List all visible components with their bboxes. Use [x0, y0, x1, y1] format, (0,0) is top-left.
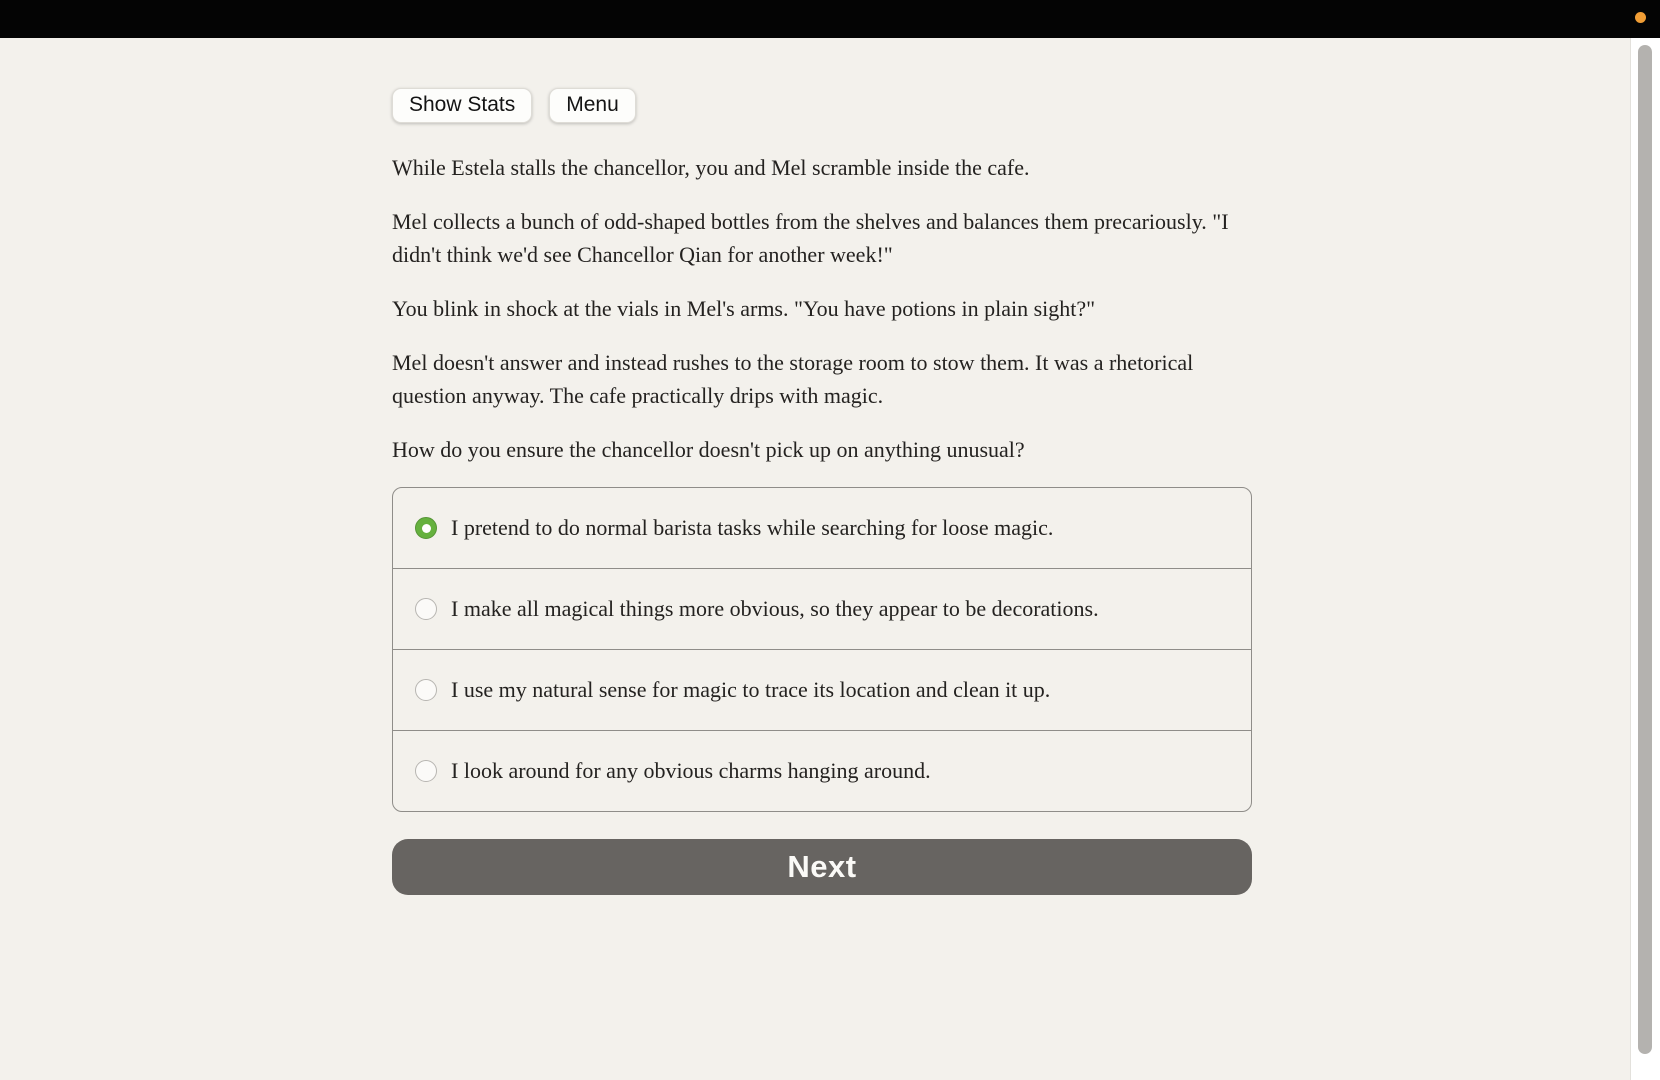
story-paragraph: Mel doesn't answer and instead rushes to the storage room to stow them. It was a rhetorical question anyway. The cafe practically drips with magic.: [392, 350, 1194, 409]
radio-button-icon[interactable]: [415, 598, 437, 620]
menu-button[interactable]: Menu: [549, 88, 636, 123]
story-paragraph: While Estela stalls the chancellor, you and Mel scramble inside the cafe.: [392, 155, 1030, 181]
story-paragraph: Mel collects a bunch of odd-shaped bottles from the shelves and balances them precariously. "I didn't think we'd see Chancellor Qian for another week!": [392, 209, 1229, 268]
next-button[interactable]: Next: [392, 839, 1252, 895]
radio-button-icon[interactable]: [415, 517, 437, 539]
story-text: [392, 151, 1252, 466]
choice-option-label: I look around for any obvious charms hanging around.: [451, 757, 931, 783]
choice-option-label: I use my natural sense for magic to trace its location and clean it up.: [451, 676, 1051, 702]
radio-button-icon[interactable]: [415, 679, 437, 701]
story-content: [392, 38, 1252, 895]
scrollbar-thumb[interactable]: [1638, 45, 1652, 1054]
scrollbar-track[interactable]: [1630, 38, 1660, 1080]
choice-option[interactable]: [393, 649, 1251, 730]
choice-option[interactable]: [393, 730, 1251, 811]
show-stats-button[interactable]: Show Stats: [392, 88, 532, 123]
top-bar: [0, 0, 1660, 38]
story-paragraph: You blink in shock at the vials in Mel's arms. "You have potions in plain sight?": [392, 296, 1096, 322]
radio-button-icon[interactable]: [415, 760, 437, 782]
choice-option-label: I pretend to do normal barista tasks while searching for loose magic.: [451, 514, 1054, 540]
recording-indicator-dot: [1635, 12, 1646, 23]
question-text: How do you ensure the chancellor doesn't pick up on anything unusual?: [392, 437, 1025, 463]
choice-option-label: I make all magical things more obvious, so they appear to be decorations.: [451, 595, 1099, 621]
choice-option[interactable]: [393, 568, 1251, 649]
toolbar: [392, 88, 1252, 123]
choice-list: [392, 487, 1252, 812]
choice-option[interactable]: [393, 488, 1251, 568]
